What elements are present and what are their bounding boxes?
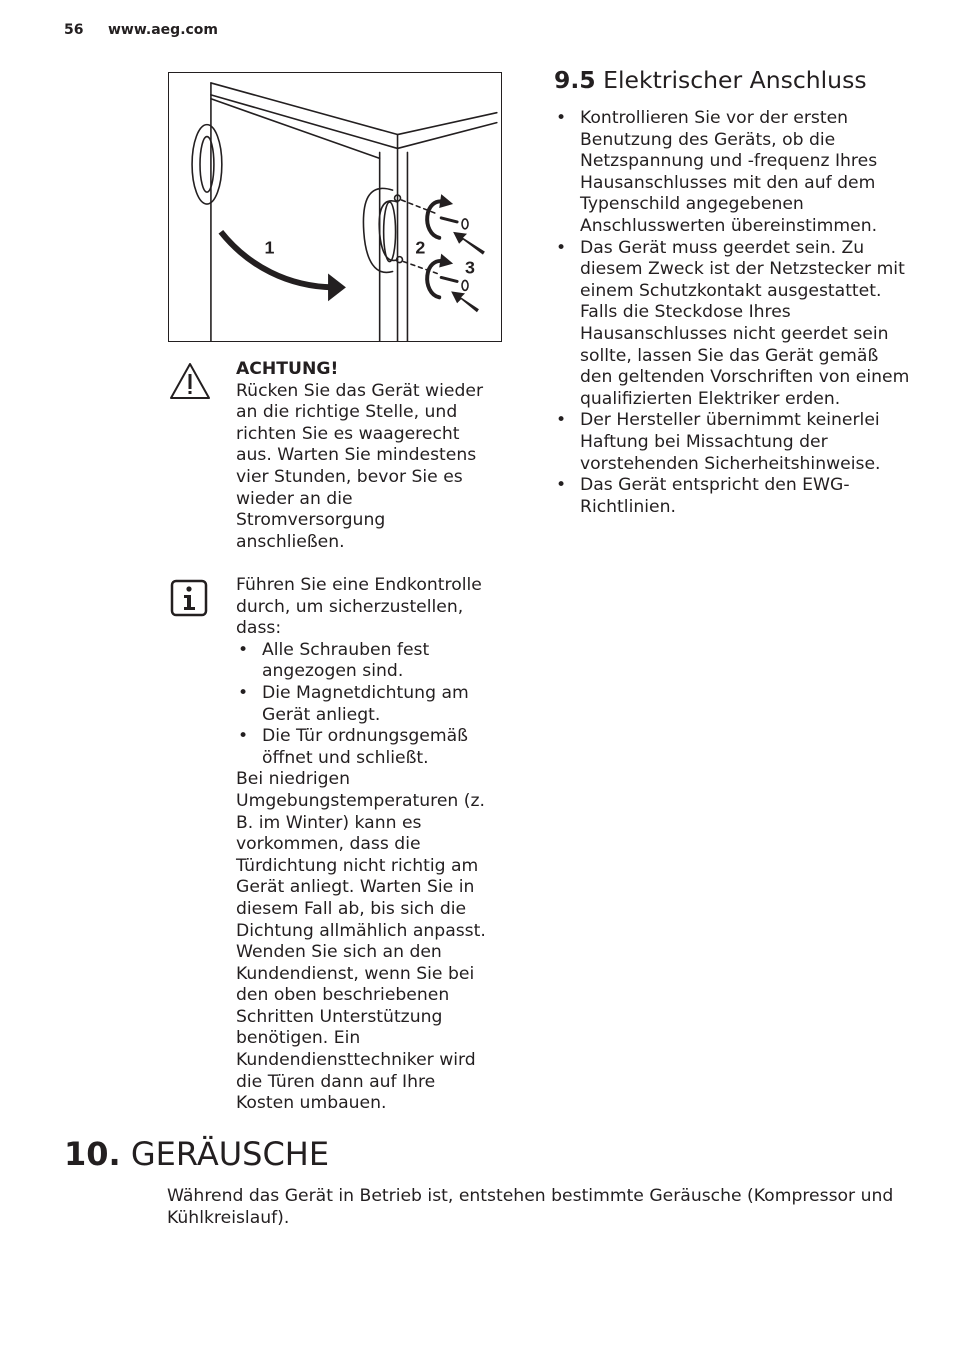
list-item: • Das Gerät muss geerdet sein. Zu diesem Zweck ist der Netzstecker mit einem Schutzkontakt ausgestattet. Falls die Steckdose Ihres Hausanschlusses nicht geerdet sein sollte, lassen Sie das Gerät gemäß den geltenden Vorschriften von einem qualifizierten Elektriker erden.	[554, 238, 914, 411]
section-title: Elektrischer Anschluss	[603, 66, 867, 94]
door-reversal-illustration	[168, 72, 502, 342]
list-item: • Die Magnetdichtung am Gerät anliegt.	[236, 683, 496, 726]
chapter-number: 10.	[64, 1135, 121, 1173]
chapter-heading	[64, 1134, 329, 1174]
warning-note	[236, 359, 496, 553]
website-url: www.aeg.com	[108, 22, 219, 38]
info-note	[236, 575, 496, 1115]
section-number: 9.5	[554, 66, 596, 94]
info-checklist	[236, 640, 496, 770]
list-item: • Die Tür ordnungsgemäß öffnet und schließt.	[236, 726, 496, 769]
list-item: • Das Gerät entspricht den EWG-Richtlinien.	[554, 475, 914, 518]
figure-label-3: 3	[465, 257, 475, 278]
list-item: • Kontrollieren Sie vor der ersten Benutzung des Geräts, ob die Netzspannung und -frequenz Ihres Hausanschlusses mit den auf dem Typenschild angegebenen Anschlusswerten übereinstimmen.	[554, 108, 914, 238]
warning-title: ACHTUNG!	[236, 359, 339, 379]
warning-triangle-icon	[168, 360, 212, 404]
page-number: 56	[64, 22, 84, 38]
figure-label-2: 2	[415, 237, 426, 258]
info-intro: Führen Sie eine Endkontrolle durch, um sicherzustellen, dass:	[236, 575, 482, 639]
info-icon	[168, 576, 212, 620]
figure-label-1: 1	[264, 237, 275, 258]
chapter-text: Während das Gerät in Betrieb ist, entstehen bestimmte Geräusche (Kompressor und Kühlkreislauf).	[167, 1186, 894, 1228]
info-outro: Bei niedrigen Umgebungstemperaturen (z. B. im Winter) kann es vorkommen, dass die Türdichtung nicht richtig am Gerät anliegt. Warten Sie in diesem Fall ab, bis sich die Dichtung allmählich anpasst. Wenden Sie sich an den Kundendienst, wenn Sie bei den oben beschriebenen Schritten Unterstützung benötigen. Ein Kundendiensttechniker wird die Türen dann auf Ihre Kosten umbauen.	[236, 769, 486, 1114]
appliance-drawing	[169, 73, 501, 341]
section-heading	[554, 66, 867, 94]
section-list	[554, 108, 914, 518]
list-item: • Der Hersteller übernimmt keinerlei Haftung bei Missachtung der vorstehenden Sicherheitshinweise.	[554, 410, 914, 475]
chapter-title: GERÄUSCHE	[130, 1135, 330, 1173]
list-item: • Alle Schrauben fest angezogen sind.	[236, 640, 496, 683]
warning-text: Rücken Sie das Gerät wieder an die richtige Stelle, und richten Sie es waagerecht aus. Warten Sie mindestens vier Stunden, bevor Sie es wieder an die Stromversorgung anschließen.	[236, 380, 484, 552]
